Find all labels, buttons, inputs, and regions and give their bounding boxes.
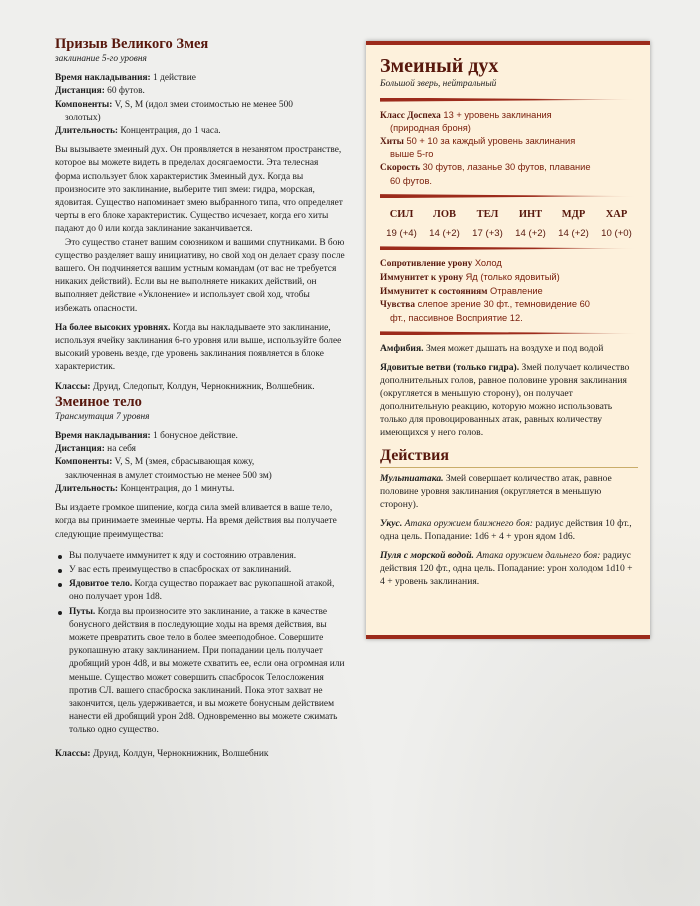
spell-subtitle: заклинание 5-го уровня xyxy=(55,54,147,64)
range-label: Дистанция: xyxy=(55,86,105,97)
components-label: Компоненты: xyxy=(55,457,113,468)
spell-title: Призыв Великого Змея xyxy=(55,36,209,52)
benefits-list xyxy=(55,550,345,738)
divider xyxy=(380,246,638,250)
duration-value: Концентрация, до 1 часа. xyxy=(120,126,221,137)
spell-properties-2 xyxy=(55,430,345,496)
list-item: Вы получаете иммунитет к яду и состоянию отравления. xyxy=(55,550,345,563)
spell-description: Вы издаете громкое шипение, когда сила змей вливается в ваше тело, когда вы принимаете змеиные черты. На время действия вы получаете следующие преимущества: xyxy=(55,503,337,540)
divider xyxy=(380,331,638,335)
ability-name: ТЕЛ xyxy=(476,209,499,221)
duration-label: Длительность: xyxy=(55,126,119,137)
casting-time-value: 1 бонусное действие. xyxy=(153,431,238,442)
range-value: 60 футов. xyxy=(107,86,145,97)
components-value-cont: золотых) xyxy=(65,112,101,123)
action: Мультиатака. Змей совершает количество атак, равное половине уровня заклинания (округляется в меньшую сторону). xyxy=(380,473,612,511)
higher-levels-text: Когда вы накладываете это заклинание, используя ячейку заклинания 6-го уровня или выше, используйте более высокий уровень везде, где уровень заклинания появляется в блоке характеристик. xyxy=(55,322,342,373)
casting-time-label: Время накладывания: xyxy=(55,73,151,84)
ability-score: 14 (+2) xyxy=(429,227,460,239)
creature-name: Змеиный дух xyxy=(380,55,499,77)
list-item: Ядовитое тело. Когда существо поражает вас рукопашной атакой, оно получает урон 1d8. xyxy=(55,578,345,604)
action: Укус. Атака оружием ближнего боя: радиус действия 10 фт., одна цель. Попадание: 1d6 + 4 + урон ядом 1d6. xyxy=(380,518,632,543)
ability-scores xyxy=(380,205,638,244)
spell-title-2: Змеиное тело xyxy=(55,393,142,410)
casting-time-label: Время накладывания: xyxy=(55,431,151,442)
list-item: У вас есть преимущество в спасбросках от заклинаний. xyxy=(55,564,345,577)
ability-score: 19 (+4) xyxy=(386,227,417,239)
actions-heading: Действия xyxy=(380,447,638,468)
components-label: Компоненты: xyxy=(55,99,113,110)
traits xyxy=(380,342,638,439)
condition-immunities: Иммунитет к состояниям Отравление xyxy=(380,285,543,297)
speed: Скорость 30 футов, лазанье 30 футов, плавание 60 футов. xyxy=(380,161,591,186)
ability-score: 10 (+0) xyxy=(601,227,632,239)
classes-value: Друид, Колдун, Чернокнижник, Волшебник xyxy=(92,748,269,759)
trait: Ядовитые ветви (только гидра). Змей получает количество дополнительных голов, равное половине уровня заклинания (округляется в меньшую сторону), он получает дополнительную реакцию, которую можно использовать только для провоцированных атак, равных количеству имеющихся у него голов. xyxy=(380,362,630,439)
duration-value: Концентрация, до 1 минуты. xyxy=(120,483,235,494)
components-value: V, S, M (идол змеи стоимостью не менее 500 xyxy=(114,99,293,110)
ability-name: ЛОВ xyxy=(433,209,456,221)
stat-block xyxy=(366,41,650,639)
spell-description-2: Это существо станет вашим союзником и вашими спутниками. В бою существо разделяет вашу инициативу, но свой ход он делает сразу после вашего. Он подчиняется вашим устным командам (от вас не требуется никаких действий). Если вы не выполняете никаких действий, он выполняет действие «Уклонение» и использует свой ход, чтобы избежать опасности. xyxy=(55,237,345,314)
senses: Чувства слепое зрение 30 фт., темновидение 60 фт., пассивное Восприятие 12. xyxy=(380,299,590,323)
components-value: V, S, M (змея, сбрасывающая кожу, xyxy=(114,457,255,468)
armor-class: Класс Доспеха 13 + уровень заклинания (природная броня) xyxy=(380,109,552,134)
ability-name: ИНТ xyxy=(518,209,543,221)
duration-label: Длительность: xyxy=(55,483,119,494)
range-value: на себя xyxy=(107,444,136,455)
classes-value: Друид, Следопыт, Колдун, Чернокнижник, Волшебник. xyxy=(92,381,315,392)
hit-points: Хиты 50 + 10 за каждый уровень заклинания выше 5-го xyxy=(380,135,576,160)
spell-properties xyxy=(55,72,345,138)
spell-subtitle-2: Трансмутация 7 уровня xyxy=(55,411,150,422)
casting-time-value: 1 действие xyxy=(153,73,196,84)
trait: Амфибия. Змея может дышать на воздухе и под водой xyxy=(380,343,604,355)
components-value-cont: заключенная в амулет стоимостью не менее 500 зм) xyxy=(65,470,272,481)
creature-type: Большой зверь, нейтральный xyxy=(380,79,497,89)
classes-label: Классы: xyxy=(55,381,91,392)
list-item: Путы. Когда вы произносите это заклинание, а также в качестве бонусного действия в последующие ходы на время действия, вы можете превратить свое тело в более змееподобное. Совершите рукопашную атаку заклинанием. При попадании цель получает дробящий урон 4d8, и вы можете схватить ее, если она огромная или меньше. Существо может совершить спасбросок Телосложения против СЛ. вашего спасброска заклинаний. Пока этот захват не закончится, цель удерживается, и вы можете бонусным действием нанести ей дробящий урон 2d8. Одновременно вы можете сжимать только одно существо. xyxy=(55,606,345,738)
ability-score: 14 (+2) xyxy=(515,227,546,239)
ability-score: 17 (+3) xyxy=(472,227,503,239)
divider xyxy=(380,194,638,198)
divider xyxy=(380,98,638,102)
ability-score: 14 (+2) xyxy=(558,227,589,239)
spell-description: Вы вызываете змеиный дух. Он проявляется в незанятом пространстве, которое вы можете видеть в пределах досягаемости. Эта телесная форма использует блок характеристик Змеиный дух. Когда вы произносите это заклинание, выберите тип змеи: гидра, морская, ядовитая. Существо напоминает змею выбранного типа, что определяет черты в его блоке характеристик. Существо исчезает, когда его хиты падают до 0 или когда заклинание заканчивается. xyxy=(55,145,343,235)
damage-immunities: Иммунитет к урону Яд (только ядовитый) xyxy=(380,271,560,283)
ability-name: ХАР xyxy=(605,209,628,221)
range-label: Дистанция: xyxy=(55,444,105,455)
actions xyxy=(380,472,638,588)
ability-name: СИЛ xyxy=(389,209,414,221)
ability-name: МДР xyxy=(561,209,586,221)
action: Пуля с морской водой. Атака оружием дальнего боя: радиус действия 120 фт., одна цель. Попадание: урон холодом 1d10 + 4 + уровень заклинания. xyxy=(380,550,633,588)
higher-levels-label: На более высоких уровнях. xyxy=(55,322,171,333)
damage-resistances: Сопротивление урону Холод xyxy=(380,258,502,270)
classes-label: Классы: xyxy=(55,748,91,759)
left-column xyxy=(55,36,345,761)
